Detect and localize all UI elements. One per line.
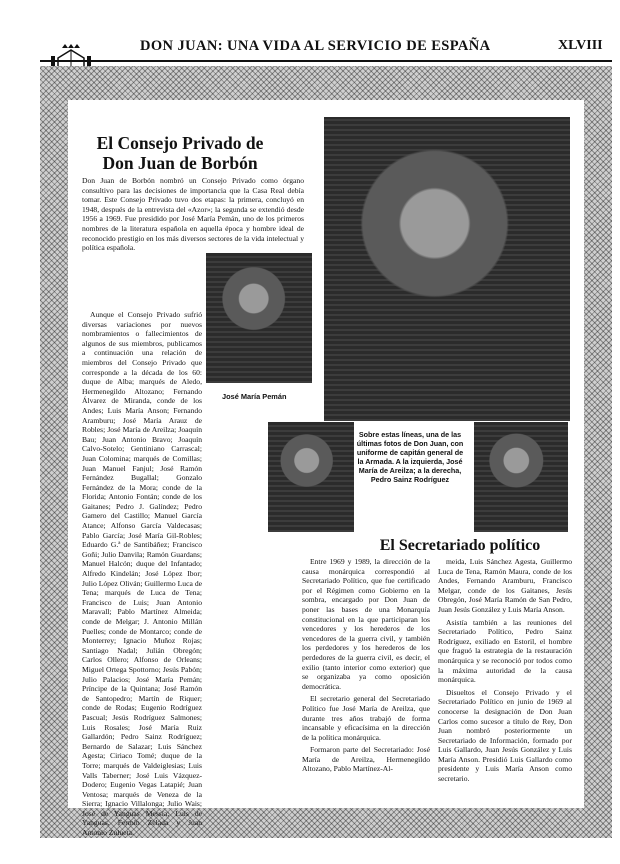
- article2-col2: [438, 557, 572, 797]
- article2-col1-para3: Formaron parte del Secretariado: José María de Areilza, Hermenegildo Altozano, Pablo Martínez-Al-: [302, 745, 430, 774]
- page-number: XLVIII: [558, 38, 603, 53]
- article2-col1-para1: Entre 1969 y 1989, la dirección de la causa monárquica correspondió al Secretariado Político, que fue certificado por el Régimen como Gobierno en la sombra, encargado por Don Juan de poner las bases de una Monarquía constitucional en la que participaran los vencedores y los herederos de los vencedores de la guerra civil, y también los perdedores y los herederos de los perdedores de la guerra civil, es decir, el exilio (tanto interior como exterior) que se organizaba ya como oposición democrática.: [302, 557, 430, 691]
- article1-para1-cont: [82, 252, 202, 308]
- article2-col1: [302, 557, 430, 797]
- article1-para2: Aunque el Consejo Privado sufrió diversas variaciones por nuevos nombramientos o fallecimientos de algunos de sus miembros, publicamos a continuación una relación de miembros del Consejo Privado que corresponde a la década de los 60: duque de Alba; marqués de Aledo, Hermenegildo Altozano; Fernando Álvarez de Miranda, conde de los Andes; Luis María Anson; Fernando Aramburu; José María Arauz de Robles; José María de Areilza; Joaquín Bau; Juan Antonio Bravo; Joaquín Calvo-Sotelo; Gentiniano Carrascal; Juan Colomina; marqués de Comillas; Juan Manuel Fanjul; José Ramón Fernández Bugallal; Gonzalo Fernández de la Mora; conde de la Florida; Antonio Fontán; conde de los Gaitanes; Pedro J. Galíndez; Pedro Gamero del Castillo; Manuel García Atance; Alfonso García Valdecasas; Pablo García; José María Gil-Robles; Eduardo G.ª de Santibáñez; Francisco Goñi; Julio Danvila; Ramón Guardans; Manuel Halcón; duque del Infantado; Alfredo Kindelán; José López Ibor; Julio López Oliván; Guillermo Luca de Tena; marqués de Luca de Tena; Francisco de Luis; Juan Antonio Maravall; Pablo Martínez Almeida; conde de Melgar; J. Antonio Millán Puelles; conde de Montarco; conde de Monterrey; Ignacio Muñoz Rojas; Santiago Nadal; Julián Obregón; Carlos Ollero; Alfonso de Orleans; Miguel Ortega Spottorno; Jesús Pabón; Julio Palacios; José María Pemán; Príncipe de la Quintana; José Ramón de Santopedro; Martín de Riquer; conde de Rodas; Eugenio Rodríguez Pascual; Jesús Rodríguez Salmones; Luis Rosales; José María Ruiz Gallardón; Pedro Sainz Rodríguez; Bernardo de Salazar; Luis Sánchez Agesta; Ciriaco Tomé; duque de la Torre; marqués de Valdeiglesias; Luis Valls Taberner; José Luis Vázquez-Dodero; Eugenio Vegas Latapié; Juan Ventosa; marqués de Veneza de la Sierra; Ignacio Villalonga; Julio Wais; José de Yanguas Messía; Luis de Yanguas, Fermín Zelada y Juan Antonio Zulueta.: [82, 310, 202, 838]
- header-rule: [40, 60, 612, 62]
- header-title: DON JUAN: UNA VIDA AL SERVICIO DE ESPAÑA: [140, 38, 491, 54]
- article2-title: El Secretariado político: [379, 537, 541, 554]
- article2-col1-para2: El secretario general del Secretariado Político fue José María de Areilza, que durante tres años trabajó de forma incansable y eficacísima en la dirección de la política monárquica.: [302, 694, 430, 742]
- article2-col2-para3: Disueltos el Consejo Privado y el Secretariado Político en junio de 1969 al conocerse la designación de Don Juan Carlos como sucesor a título de Rey, Don Juan nombró posteriormente un Secretariado de Información, formado por Luis Gallardo, Juan Jesús González y Luis María Anson. Presidió Luis Gallardo como presidente y Luis María Anson como secretario.: [438, 687, 572, 784]
- article1-title: El Consejo Privado de Don Juan de Borbón: [96, 133, 264, 173]
- don-juan-photo: [324, 117, 570, 421]
- pemán-photo-caption: José María Pemán: [222, 392, 287, 401]
- areilza-photo: [268, 422, 354, 532]
- main-photo-caption: Sobre estas líneas, una de las últimas fotos de Don Juan, con uniforme de capitán general de la Armada. A la izquierda, José María de Areilza; a la derecha, Pedro Sainz Rodríguez: [354, 430, 466, 530]
- article2-col2-para2: Asistía también a las reuniones del Secretariado Político, Pedro Sainz Rodríguez, exiliado en Estoril, el hombre que fraguó la estrategia de la restauración monárquica y se reconoció por todos como la máxima autoridad de la causa monárquica.: [438, 617, 572, 685]
- sainz-rodriguez-photo: [474, 422, 568, 532]
- article2-col2-para1: meida, Luis Sánchez Agesta, Guillermo Luca de Tena, Ramón Maura, conde de los Andes, Fernando Aramburu, Francisco Melgar, conde de los Gaitanes, Jesús Obregón, José María Ramón de San Pedro, Juan Jesús González y Luis María Anson.: [438, 557, 572, 614]
- pemán-photo: [206, 253, 312, 383]
- article1-para1: Don Juan de Borbón nombró un Consejo Privado como órgano consultivo para las decisiones de importancia que la Casa Real debía tomar. Este Consejo Privado tuvo dos etapas: la primera, concluyó en 1948, después de la entrevista del «Azor»; la segunda se extendió desde 1956 a 1969. Fue presidido por José María Pemán, uno de los primeros nombres de la literatura española en aquella época y hombre ideal de reconocido prestigio en los más diversos sectores de la vida intelectual y política española.: [82, 176, 304, 253]
